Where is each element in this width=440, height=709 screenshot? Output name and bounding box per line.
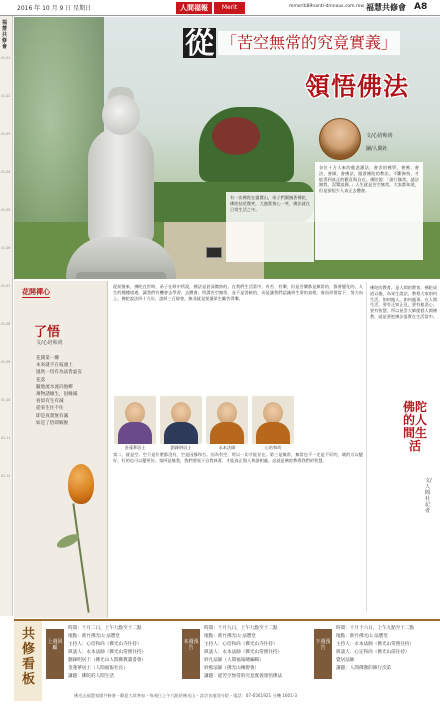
article-paragraph: 有一次佛陀在靈鷲山，弟子們圍繞著佛陀，佛陀拈花微笑，大迦葉會心一笑，佛法就在日常生活之中。 [230, 195, 310, 212]
board-title-block [14, 621, 42, 701]
speaker-caption: 永本法師 [218, 445, 236, 450]
strip-line: 01-07 [1, 284, 11, 288]
headline-first-char: 從 [185, 26, 215, 60]
poem-title: 了悟 [34, 325, 61, 340]
statue-body [88, 127, 154, 245]
author-byline: 文/心培和尚 [366, 133, 393, 139]
schedule-row: 與談人：心定和尚（佛光山前住持） [336, 650, 410, 655]
newspaper-logo: 人間福報 [176, 2, 212, 14]
speaker-caption: 金蓮華居士 [124, 445, 146, 450]
strip-line: 01-05 [1, 208, 11, 212]
strip-line: 01-04 [1, 170, 11, 174]
poem-line: 隨他流水流向他鄉 [36, 384, 73, 390]
schedule-row: 講題：從苦空無常的究竟實義領悟佛法 [204, 674, 283, 679]
schedule-row: 與談人：永本法師（佛光山常務住持） [204, 650, 283, 655]
vertical-headline: 佛陀的人間生活 [403, 400, 428, 453]
pedestal-base [76, 272, 166, 279]
poem-line: 花開第一瓣 [36, 356, 59, 361]
strip-line: 01-08 [1, 322, 11, 326]
article-columns-bottom [110, 450, 366, 612]
hero-article-text [315, 162, 423, 260]
schedule-row: 金蓮華居士（人間福報社長） [68, 666, 128, 671]
author-portrait [319, 118, 361, 160]
poem-line: 看似有生有滅 [36, 399, 64, 405]
schedule-block [46, 621, 174, 691]
strip-line: 01-12 [1, 474, 11, 478]
schedule-row: 劉鋒明居士（佛光山人間佛教讀書會） [68, 658, 147, 663]
schedule-tag: 本週預告 [182, 629, 200, 679]
article-paragraph: 各位十方人來的慈悲護法，會舍的佛學，會佛、會法，會師，會佛法，跟著佛陀的教法，不斷修持，才能得到真正的歡喜與自在。佛陀說：「諸行無常，諸法無我，涅槃寂靜。」人生就是苦空無常，大家都知道，但是卻很少人真正去體會。 [319, 165, 419, 194]
statue-head [102, 95, 140, 135]
guanyin-statue [66, 87, 176, 279]
poem-line: 從來生住不住 [36, 406, 64, 412]
section-name: 福慧共修會 [366, 3, 406, 12]
board-title: 共修看板 [22, 627, 36, 687]
poem-line: 花落 [36, 377, 46, 383]
poem-line: 萬物諸緣生，因緣滅 [36, 392, 78, 398]
strip-line: 01-10 [1, 398, 11, 402]
strip-title: 福慧共修會 [2, 20, 8, 50]
strip-line: 01-02 [1, 94, 11, 98]
speaker-face [125, 402, 145, 424]
schedule-block [182, 621, 310, 691]
speaker-portrait [114, 396, 156, 444]
schedule-row: 主持人：心培和尚（佛光山寺住持） [204, 642, 278, 647]
hero-mid-text [226, 192, 314, 262]
speaker-portrait [252, 396, 294, 444]
speaker-portrait [206, 396, 248, 444]
schedule-row: 地點：新竹佛光山 法寶堂 [336, 634, 388, 639]
schedule-row: 主持人：心培和尚（佛光山寺住持） [68, 642, 142, 647]
footer-notice: 佛光山福慧家園共修會・歡迎大眾參加・每週日上午九點於佛光山・詳洽各地別分院・電話：07-6561921 分機 1601-3 [74, 693, 298, 698]
speaker-clothing [118, 422, 152, 444]
article-paragraph: 佛陀的教育，是人間的教育。佛陀成道以後，為眾生說法，教導大家如何生活，如何做人，如何處事。在人間生活，要有正知正見，要有慈悲心，要有智慧。所以星雲大師提倡人間佛教，就是要把佛法落實在生活當中。 [370, 285, 438, 319]
left-index-strip [0, 16, 13, 616]
speaker-clothing [164, 422, 198, 444]
issue-date: 2016 年 10 月 9 日 星期日 [17, 5, 92, 12]
speaker-caption: 心培和尚 [264, 445, 282, 450]
photo-credit: 圖/人間社 [366, 146, 388, 152]
schedule-row: 與談人：永本法師（佛光山常務住持） [68, 650, 147, 655]
schedule-row: 時間：十月十六日，上午九點至十二點 [336, 626, 415, 631]
contact-email: mmeriti89nanti-dmnaus.com.mw [289, 4, 365, 9]
poem-line: 如是了悟即解脫 [36, 420, 69, 426]
flower-bud-image [68, 464, 94, 504]
poem-line: 本來就不在枝頭上 [36, 363, 73, 369]
garden-sign [206, 247, 222, 258]
column-badge: 花開禪心 [22, 288, 50, 296]
speaker-face [217, 402, 237, 424]
strip-line: 01-01 [1, 56, 11, 60]
poem-body [36, 355, 104, 427]
strip-line: 01-11 [1, 436, 11, 440]
article-paragraph: 第二，就是空。空不是什麼都沒有，空是因緣和合。因為有空，所以一切才能存在。第三是無常，無常也不一定是不好的，壞的可以變好，好的也可以變更好。第四是無我，我們要放下自我執著，才能真正與人和諧相處。這就是佛陀教導我們的智慧。 [113, 452, 363, 463]
schedule-row: 講題：佛陀的人間生活 [68, 674, 114, 679]
schedule-row: 時間：十月二日，上午九點至十二點 [68, 626, 142, 631]
speaker-face [171, 402, 191, 424]
schedule-row: 講題：人間佛教的修行次第 [336, 666, 392, 671]
headline [183, 26, 400, 60]
speaker-clothing [256, 422, 290, 444]
schedule-block [314, 621, 438, 691]
schedule-tag: 下週預告 [314, 629, 332, 679]
article-columns-top [110, 282, 366, 392]
speaker-face [263, 402, 283, 424]
schedule-row: 妙凡法師（人間福報總編輯） [204, 658, 264, 663]
poem-line: 即是真實無有滅 [36, 413, 69, 419]
schedule-row: 妙熙法師（佛光山傳燈會） [204, 666, 260, 671]
poem-sidebar [14, 281, 108, 618]
poem-author: 文/心培和尚 [36, 340, 63, 346]
schedule-row: 覺居法師 [336, 658, 355, 663]
strip-line: 01-03 [1, 132, 11, 136]
event-board [14, 619, 440, 699]
speaker-caption: 劉鋒明居士 [170, 445, 192, 450]
schedule-row: 時間：十月九日，上午九點至十二點 [204, 626, 278, 631]
strip-line: 01-06 [1, 246, 11, 250]
schedule-row: 地點：新竹佛光山 法寶堂 [204, 634, 256, 639]
newspaper-logo-en: Merit [214, 2, 245, 14]
vertical-byline: 文/人間社記者 [425, 478, 432, 514]
headline-rest: 「苦空無常的究竟實義」 [218, 31, 400, 55]
strip-line: 01-09 [1, 360, 11, 364]
page-number: A8 [414, 2, 428, 12]
speaker-clothing [210, 422, 244, 444]
article-paragraph: 從前後來，佛陀在世時，弟子在經中所說，佛法是甚深微妙的。在我們生活當中，有苦、有樂，但是苦樂都是無常的，都會變化的。人生的種種境遇，讓我們有機會去學習、去體會。所謂苦空無常，並不是消極的，而是讓我們認識到生命的真相，進而珍惜當下、努力向上。佛陀說法四十九年，談經三百餘會，無非就是要讓眾生離苦得樂。 [113, 284, 363, 301]
page-header [0, 0, 440, 16]
schedule-row: 主持人：永本法師（佛光山常務住持） [336, 642, 415, 647]
schedule-tag: 上週回顧 [46, 629, 64, 679]
speaker-portrait [160, 396, 202, 444]
flower-stem [72, 503, 89, 612]
subheadline: 領悟佛法 [305, 72, 410, 101]
red-shrub [212, 117, 260, 155]
poem-line: 風吹一切有為法皆虛妄 [36, 370, 82, 376]
schedule-row: 地點：新竹佛光山 法寶堂 [68, 634, 120, 639]
